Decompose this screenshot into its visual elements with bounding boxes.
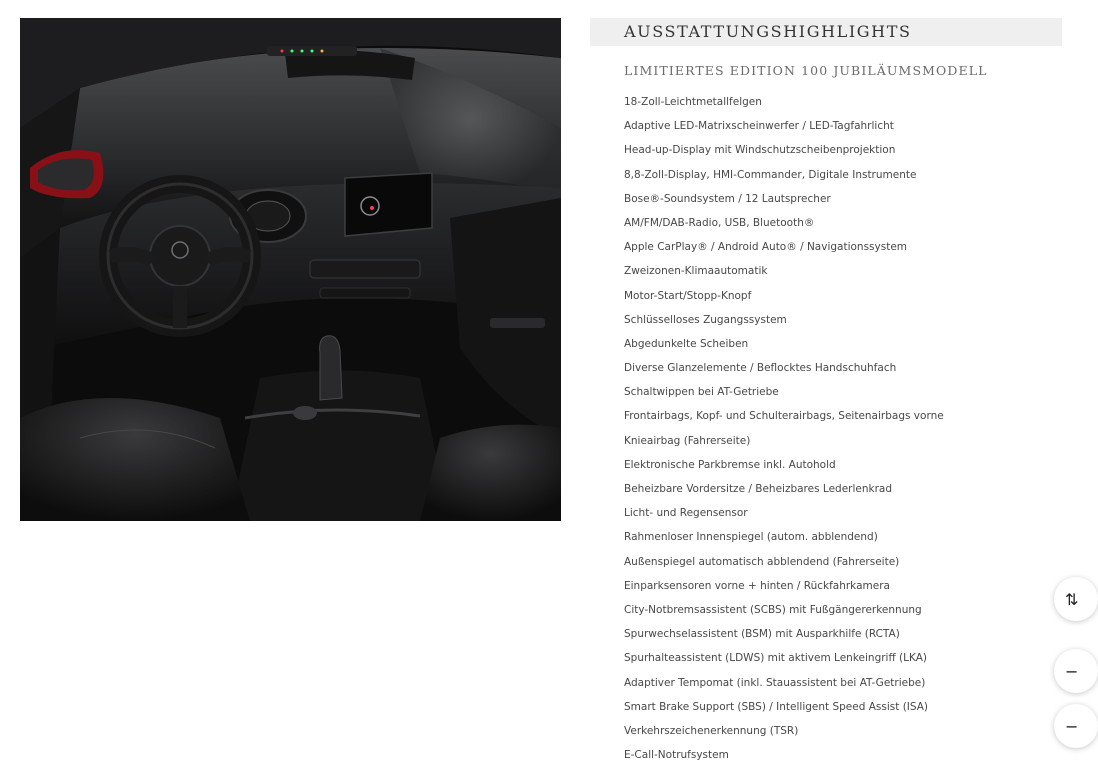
list-item: Knieairbag (Fahrerseite) <box>624 434 751 447</box>
list-item: Elektronische Parkbremse inkl. Autohold <box>624 458 836 471</box>
list-item: Adaptive LED-Matrixscheinwerfer / LED-Tagfahrlicht <box>624 120 894 133</box>
list-item: Rahmenloser Innenspiegel (autom. abblendend) <box>624 531 878 544</box>
car-interior-illustration <box>20 18 561 521</box>
list-item: Apple CarPlay® / Android Auto® / Navigationssystem <box>624 241 908 254</box>
list-item: Außenspiegel automatisch abblendend (Fahrerseite) <box>624 555 900 568</box>
list-item: 18-Zoll-Leichtmetallfelgen <box>624 96 762 108</box>
model-subtitle: LIMITIERTES EDITION 100 JUBILÄUMSMODELL <box>624 63 988 78</box>
list-item: Beheizbare Vordersitze / Beheizbares Lederlenkrad <box>624 483 893 495</box>
list-item: Diverse Glanzelemente / Beflocktes Handschuhfach <box>624 362 897 375</box>
list-item: Adaptiver Tempomat (inkl. Stauassistent bei AT-Getriebe) <box>624 676 926 689</box>
list-item: Smart Brake Support (SBS) / Intelligent Speed Assist (ISA) <box>624 700 929 713</box>
section-title: AUSSTATTUNGSHIGHLIGHTS <box>624 22 912 41</box>
list-item: Frontairbags, Kopf- und Schulterairbags, Seitenairbags vorne <box>624 410 944 423</box>
list-item: 8,8-Zoll-Display, HMI-Commander, Digitale Instrumente <box>624 168 917 181</box>
minus-icon: − <box>1065 716 1079 736</box>
zoom-out-button[interactable] <box>1054 649 1098 693</box>
list-item: Verkehrszeichenerkennung (TSR) <box>624 724 799 737</box>
list-item: Spurwechselassistent (BSM) mit Ausparkhilfe (RCTA) <box>624 628 900 641</box>
list-item: Licht- und Regensensor <box>624 507 748 520</box>
list-item: City-Notbremsassistent (SCBS) mit Fußgängererkennung <box>624 603 922 616</box>
list-item: Motor-Start/Stopp-Knopf <box>624 289 752 302</box>
compare-icon: ⇅ <box>1065 589 1079 609</box>
list-item: Schlüsselloses Zugangssystem <box>624 313 787 326</box>
car-interior-photo <box>20 18 561 521</box>
section-header <box>590 18 1062 46</box>
feature-list <box>624 92 944 769</box>
list-item: AM/FM/DAB-Radio, USB, Bluetooth® <box>624 216 815 229</box>
list-item: Einparksensoren vorne + hinten / Rückfahrkamera <box>624 579 890 592</box>
minus-button[interactable] <box>1054 704 1098 748</box>
list-item: Schaltwippen bei AT-Getriebe <box>624 386 779 399</box>
list-item: Bose®-Soundsystem / 12 Lautsprecher <box>624 192 831 205</box>
zoom-out-icon: − <box>1065 661 1079 681</box>
list-item: Abgedunkelte Scheiben <box>624 337 749 350</box>
list-item: Zweizonen-Klimaautomatik <box>624 265 768 278</box>
list-item: Head-up-Display mit Windschutzscheibenprojektion <box>624 144 896 157</box>
compare-button[interactable] <box>1054 577 1098 621</box>
list-item: E-Call-Notrufsystem <box>624 749 729 762</box>
list-item: Spurhalteassistent (LDWS) mit aktivem Lenkeingriff (LKA) <box>624 652 927 665</box>
